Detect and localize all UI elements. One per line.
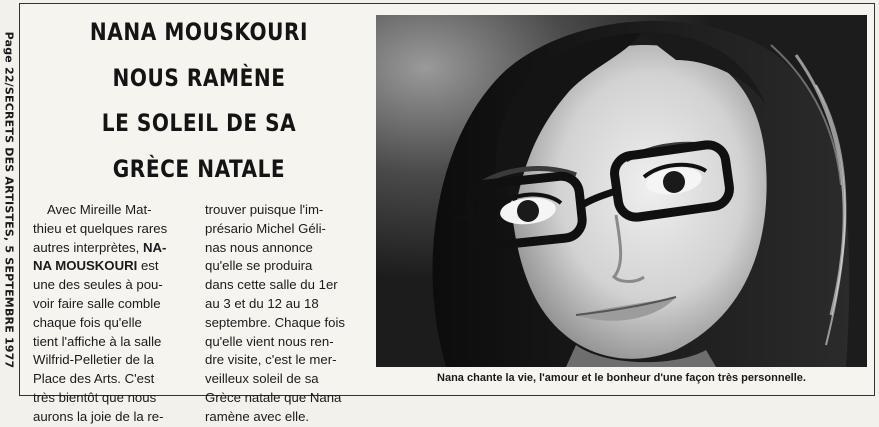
body-line: au 3 et du 12 au 18: [205, 295, 319, 311]
headline-line-1: NANA MOUSKOURI: [89, 18, 309, 46]
body-line: très bientôt que nous: [33, 389, 157, 405]
body-text: est: [137, 258, 159, 274]
body-line: ramène avec elle.: [205, 408, 310, 424]
body-line: septembre. Chaque fois: [205, 314, 346, 330]
body-line: [33, 257, 195, 276]
body-line: thieu et quelques rares: [33, 220, 168, 236]
body-line: veilleux soleil de sa: [205, 371, 319, 387]
article-headline: [51, 10, 347, 192]
headline-line-2: NOUS RAMÈNE: [112, 63, 286, 92]
page-side-label: [0, 0, 18, 400]
body-line: présario Michel Géli-: [205, 220, 326, 236]
body-line: une des seules à pou-: [33, 277, 163, 293]
body-line: trouver puisque l'im-: [205, 202, 324, 217]
body-line: voir faire salle comble: [33, 295, 161, 311]
headline-line-4: GRÈCE NATALE: [112, 154, 286, 183]
body-column-2: [205, 201, 360, 427]
body-line: Place des Arts. C'est: [33, 371, 155, 387]
body-column-1: [33, 201, 195, 427]
body-line: tient l'affiche à la salle: [33, 333, 162, 349]
portrait-photo: [376, 15, 867, 367]
headline-line-3: LE SOLEIL DE SA: [101, 109, 297, 137]
body-bold-text: NA-: [142, 239, 167, 255]
body-line: dans cette salle du 1er: [205, 277, 338, 293]
body-line: qu'elle vient nous ren-: [205, 333, 334, 349]
body-line: dre visite, c'est le mer-: [205, 352, 337, 368]
page-side-label-text: Page 22/SECRETS DES ARTISTES, 5 SEPTEMBRE 1977: [2, 31, 16, 369]
photo-caption: Nana chante la vie, l'amour et le bonheur d'une façon très personnelle.: [437, 372, 806, 384]
portrait-photo-icon: [376, 15, 867, 367]
body-text: autres interprètes,: [33, 239, 143, 255]
body-line: qu'elle se produira: [205, 258, 313, 274]
body-line: [33, 239, 195, 258]
body-bold-text: NA MOUSKOURI: [33, 258, 138, 274]
body-line: Avec Mireille Mat-: [47, 202, 152, 217]
body-line: Grèce natale que Nana: [205, 389, 342, 405]
body-line: chaque fois qu'elle: [33, 314, 142, 330]
body-line: nas nous annonce: [205, 239, 313, 255]
body-line: aurons la joie de la re-: [33, 408, 164, 424]
body-line: Wilfrid-Pelletier de la: [33, 352, 154, 368]
